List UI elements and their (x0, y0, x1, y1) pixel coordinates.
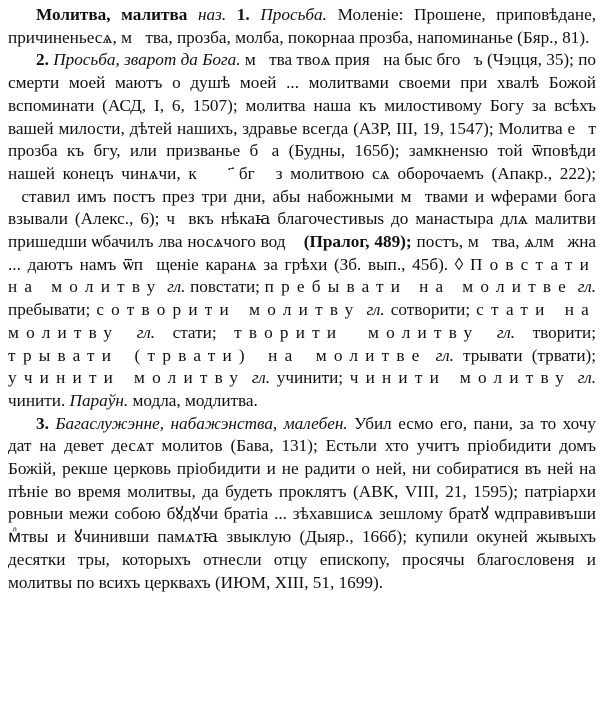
phrase-3-meaning: сотворити; (390, 300, 471, 320)
sense-2-bold-reference: (Пралог, 489); (303, 232, 412, 252)
sense-1-number: 1. (236, 5, 250, 24)
phrase-4-meaning: стати; (172, 322, 217, 342)
phrase-4: стати на молитву (8, 300, 597, 342)
sense-1-gloss: Просьба. (260, 5, 327, 24)
phrase-marker: ◊ (454, 254, 464, 274)
part-of-speech: наз. (198, 5, 227, 24)
phrase-1-pos: гл. (167, 277, 186, 297)
phrase-5: творити молитву (234, 322, 480, 342)
phrase-6-meaning: трывати (трвати); (462, 345, 597, 365)
sense-2-number: 2. (36, 50, 49, 70)
headword: Молитва, малитва (36, 5, 188, 24)
phrase-3: сотворити молитву (96, 300, 361, 320)
phrase-8: чинити молитву (349, 368, 572, 388)
sense-1-paragraph (8, 4, 596, 49)
phrase-2: пребывати на молитве (264, 277, 574, 297)
phrase-7-pos: гл. (251, 368, 271, 388)
phrase-6-pos: гл. (435, 345, 454, 365)
compare-text: модла, модлитва. (132, 390, 258, 410)
phrase-2-meaning: пребывати; (8, 300, 91, 320)
sense-2-gloss: Просьба, зварот да Бога. (53, 50, 241, 70)
phrase-6: трывати (трвати) на молитве (8, 345, 427, 365)
sense-3-paragraph (8, 413, 596, 595)
sense-3-text: Убил есмо его, пани, за то хочу дат на девет десѧт молитов (Бава, 131); Естьли хто учитъ пріобидити домъ Божій, рекше церковь пріобидити и не радити о ней, ни собиратися въ ней на пѣніе во время молитвы, да будеть проклятъ (АВК, VIII, 21, 1595); патріархи ровныи межи собою бꙋдꙋчи братіа ... зѣхавшисѧ зешлому братꙋ ѡдправивъши мⷧтвы и ꙋчинивши памѧтꙗ звыклую (Дыяр., 166б); купили окуней жывыхъ десятки тры, которыхъ отнесли отцу епископу, просячы благословеня и молитвы по всихъ церквахъ (ИЮМ, XIII, 51, 1699). (8, 413, 597, 592)
phrase-1: Повстати на молитву (8, 254, 597, 297)
phrase-7-meaning: учинити; (276, 368, 344, 388)
phrase-3-pos: гл. (366, 300, 385, 320)
phrase-5-pos: гл. (496, 322, 516, 342)
sense-2-citations: мⷧтва твоѧ прияⷮна быс бгоⷨъ (Чэцця, 35); по смерти моей маютъ о душѣ моей ... молитвами своеми при хвалѣ Божой вспоминати (АСД, I, 6, 1507); молитва наша къ милостивому Богу за всѣхъ вашей милости, дѣтей нашихъ, здравье всегда (АЗР, III, 19, 1547); Молитва еⷭт прозба къ бгу, или призванье бⷢа (Будны, 165б); замкненѕю той ѿповѣди нашей конецъ чинѧчи, кꙋ ꙋ҃ бгꙋ з молитвою сѧ оборочаемъ (Апакр., 222); ꙋставил имъ постъ през три дни, абы набожными мⷧтвами и ѡферами бога взывали (Алекс., 6); чⷧвкъ нѣкаꙗ благочестивыѕ до манастыра длѧ малитви пришедши ѡбачилъ лва носѧчого водꙋ (8, 50, 596, 252)
sense-3-number: 3. (36, 413, 49, 433)
phrase-4-pos: гл. (136, 322, 156, 342)
sense-2-paragraph (8, 49, 596, 412)
compare-label: Параўн. (69, 390, 129, 410)
sense-1-text: Моленіе: Прошенe, приповѣданe, причиненьесѧ, мⷧтва, прозба, молба, покорнаа прозба, напоминанье (Бяр., 81). (8, 5, 597, 47)
phrase-1-meaning: повстати; (190, 277, 260, 297)
sense-2-citations-cont: постъ, мⷧтва, ѧлмꙋжна ... даютъ намъ ѿпꙋщеніе каранѧ за грѣхи (Зб. вып., 45б). (8, 232, 597, 274)
phrase-7: учинити молитву (8, 368, 246, 388)
phrase-5-meaning: творити; (532, 322, 597, 342)
sense-3-gloss: Багаслужэнне, набажэнства, малебен. (55, 413, 348, 433)
phrase-8-meaning: чинити. (8, 390, 66, 410)
phrase-2-pos: гл. (577, 277, 597, 297)
phrase-8-pos: гл. (577, 368, 597, 388)
